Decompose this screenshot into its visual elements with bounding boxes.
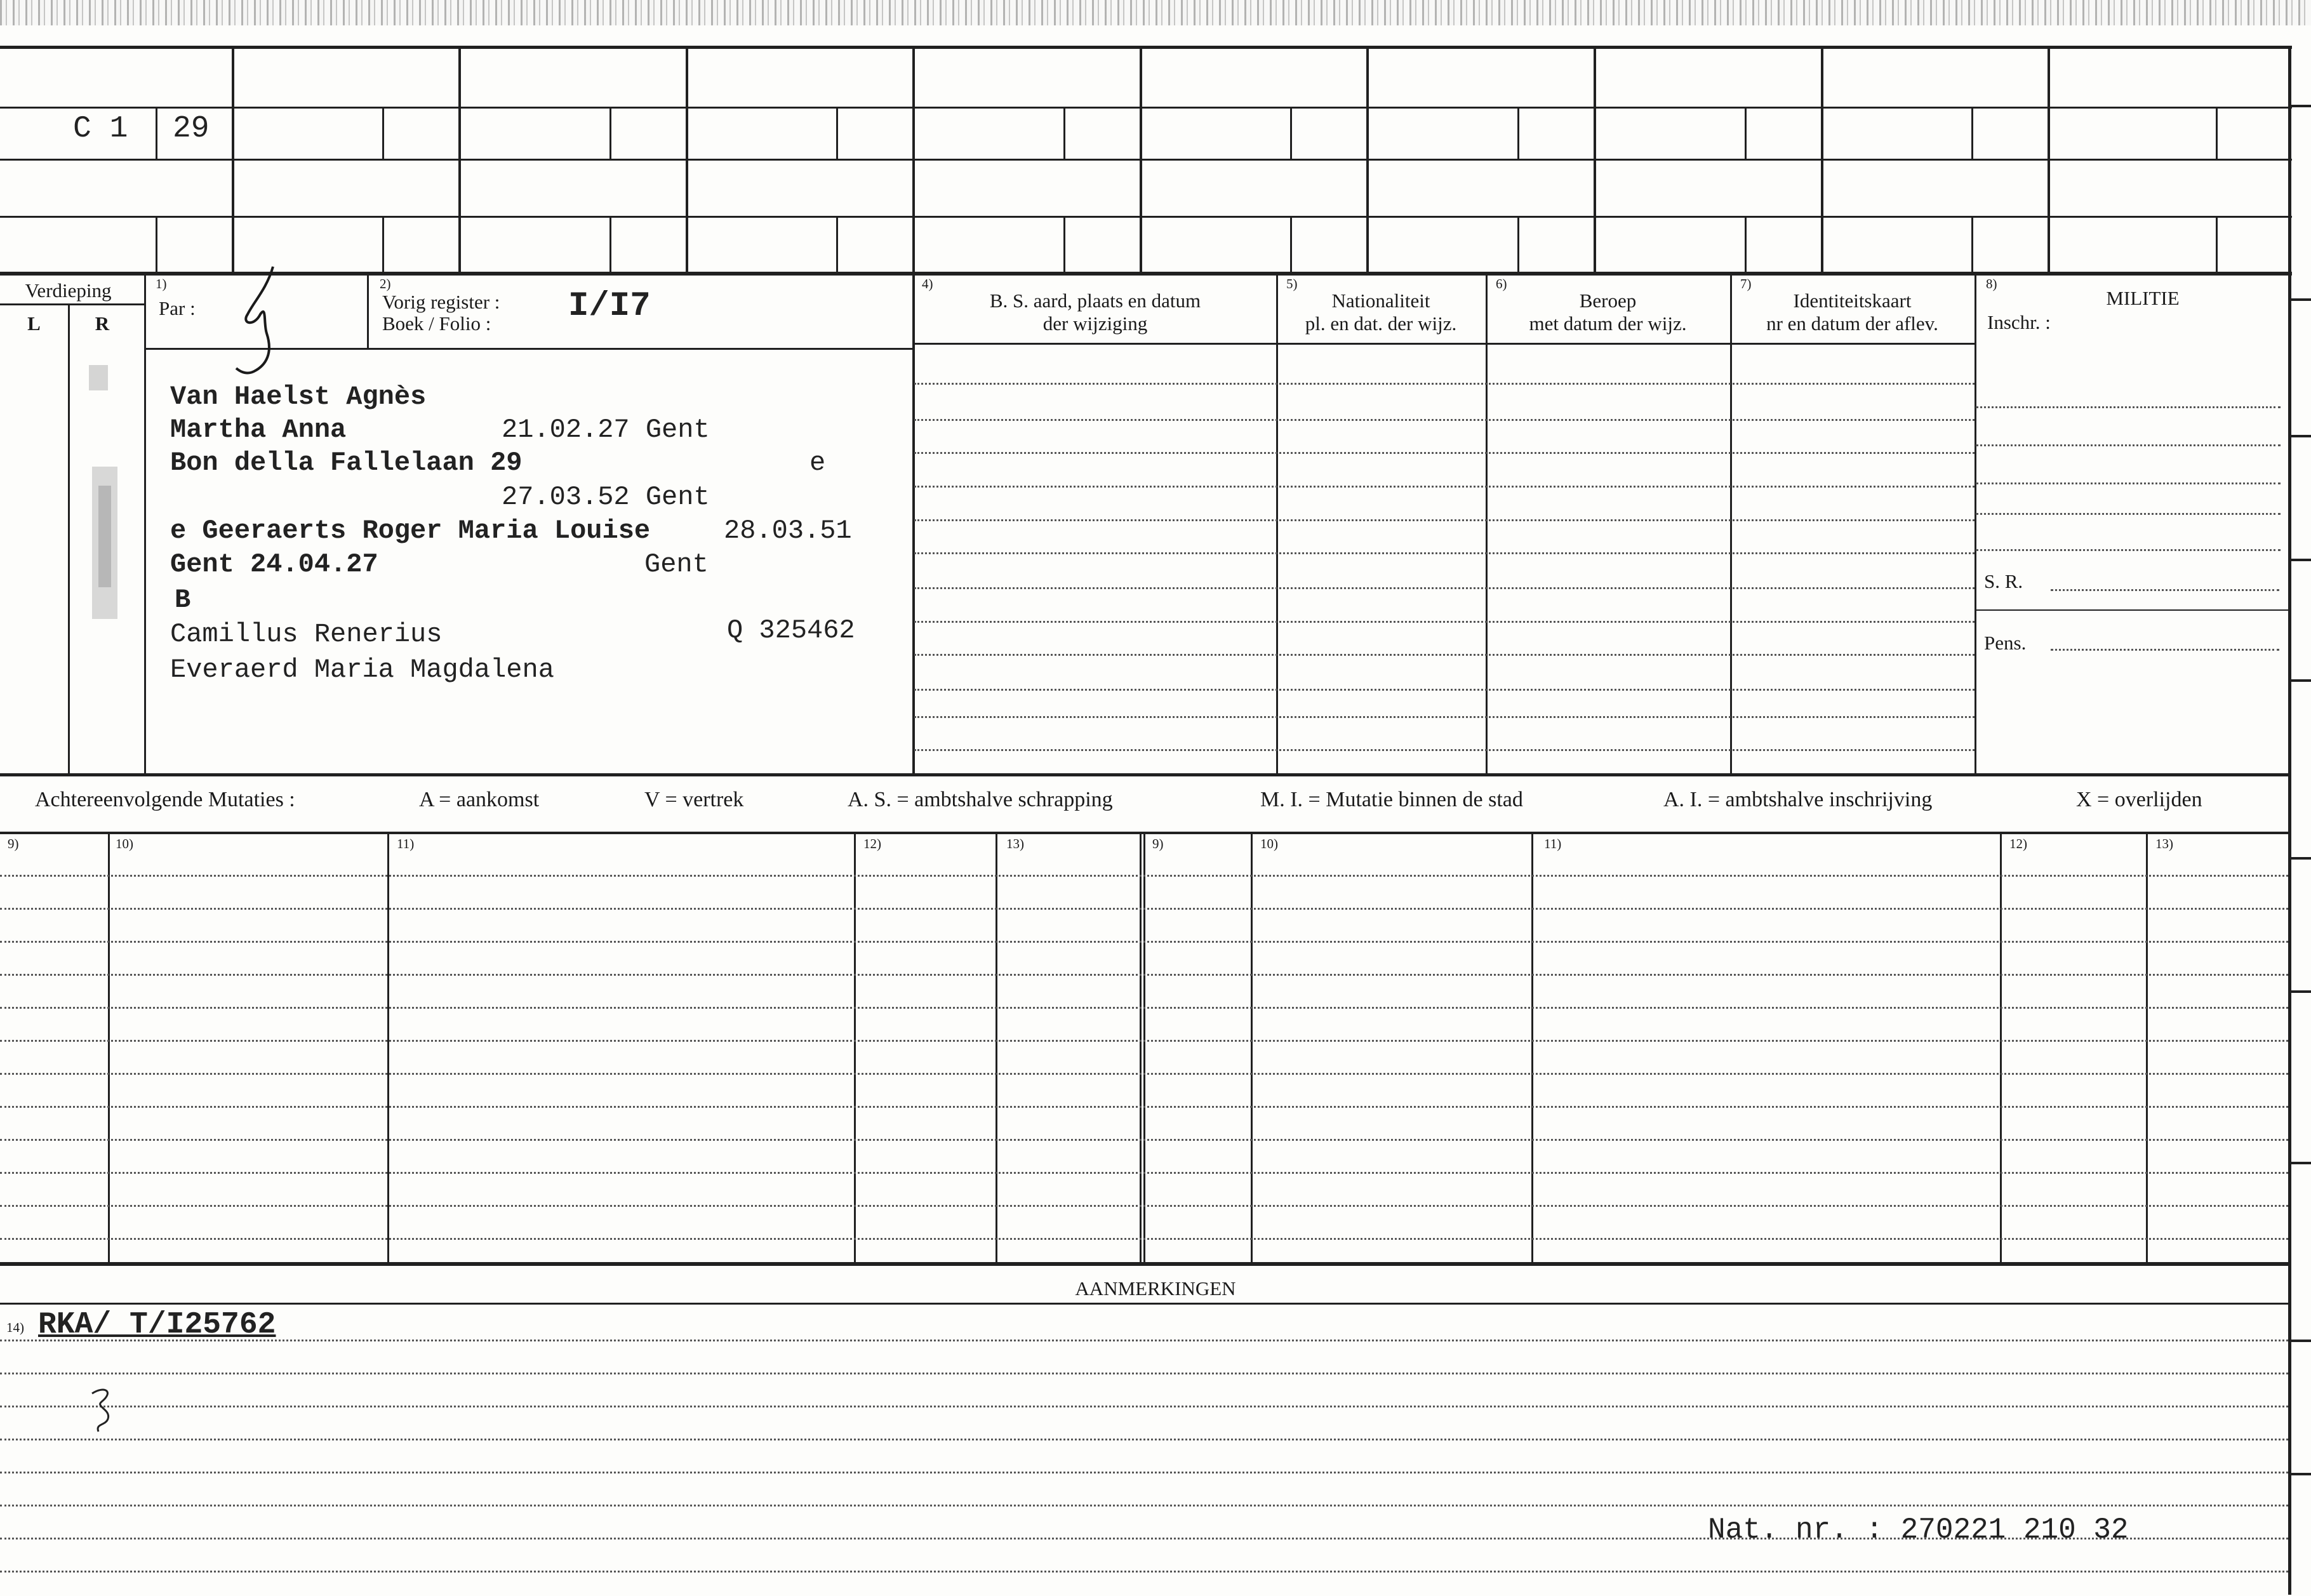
grid-line — [108, 832, 110, 1262]
dotted-rule — [0, 1106, 2288, 1108]
dotted-rule — [0, 1505, 2288, 1506]
top-number: 29 — [173, 112, 210, 146]
dotted-rule — [0, 1040, 2288, 1042]
col4-number: 4) — [922, 276, 933, 291]
grid-line — [232, 46, 234, 272]
mut-col-11-right: 11) — [1544, 836, 1562, 851]
col5-header-line2: pl. en dat. der wijz. — [1305, 312, 1457, 335]
dotted-rule — [914, 749, 1975, 751]
col5-header-line1: Nationaliteit — [1331, 289, 1430, 312]
dotted-rule — [0, 1205, 2288, 1207]
grid-line — [1276, 272, 1278, 773]
grid-line — [1975, 609, 2288, 611]
dotted-rule — [2051, 589, 2279, 591]
grid-line — [912, 46, 915, 272]
person-line-8-code: Q 325462 — [727, 615, 855, 646]
mutaties-title: Achtereenvolgende Mutaties : — [35, 788, 295, 811]
col7-number: 7) — [1740, 276, 1752, 291]
mut-col-10-right: 10) — [1260, 836, 1278, 851]
grid-line — [0, 46, 2292, 49]
grid-line — [0, 107, 2292, 109]
handwritten-initials-icon — [83, 1384, 127, 1441]
boek-folio-label: Boek / Folio : — [382, 312, 491, 335]
grid-line — [2289, 857, 2311, 860]
verdieping-label: Verdieping — [25, 279, 112, 302]
col1-number: 1) — [156, 276, 167, 291]
col2-number: 2) — [380, 276, 391, 291]
grid-line — [68, 303, 70, 773]
dotted-rule — [0, 1571, 2288, 1573]
inschr-label: Inschr. : — [1987, 311, 2051, 333]
col7-header-line2: nr en datum der aflev. — [1766, 312, 1938, 335]
person-line-2-name: Martha Anna — [170, 415, 347, 445]
grid-line — [2289, 1473, 2311, 1475]
dotted-rule — [0, 1406, 2288, 1407]
dotted-rule — [0, 1073, 2288, 1075]
mut-col-11-left: 11) — [397, 836, 415, 851]
grid-line — [0, 216, 2292, 218]
grid-line — [0, 272, 2292, 276]
person-line-4: 27.03.52 Gent — [502, 482, 710, 512]
grid-line — [156, 107, 157, 159]
col-l-label: L — [27, 312, 41, 335]
dotted-rule — [0, 1172, 2288, 1174]
mut-col-12-right: 12) — [2009, 836, 2027, 851]
pens-label: Pens. — [1984, 632, 2027, 654]
person-line-8: Camillus Renerius — [170, 619, 443, 649]
grid-line — [367, 272, 369, 348]
dotted-rule — [914, 587, 1975, 589]
mutatie-legend-as: A. S. = ambtshalve schrapping — [848, 788, 1113, 811]
aanmerkingen-value: RKA/ T/I25762 — [38, 1308, 276, 1342]
grid-line — [1517, 216, 1519, 272]
grid-line — [1486, 272, 1488, 773]
dotted-rule — [1976, 444, 2281, 446]
grid-line — [2289, 105, 2311, 107]
grid-line — [1517, 107, 1519, 159]
dotted-rule — [1976, 549, 2281, 551]
person-line-9: Everaerd Maria Magdalena — [170, 655, 554, 685]
grid-line — [1290, 107, 1292, 159]
grid-line — [836, 216, 838, 272]
grid-line — [0, 159, 2292, 161]
grid-line — [912, 272, 915, 773]
grid-line — [0, 303, 144, 305]
mut-col-9-right: 9) — [1152, 836, 1164, 851]
dotted-rule — [0, 875, 2288, 877]
mut-col-13-right: 13) — [2155, 836, 2173, 851]
dotted-rule — [0, 908, 2288, 910]
mut-col-9-left: 9) — [8, 836, 19, 851]
person-line-2-date: 21.02.27 Gent — [502, 415, 710, 445]
dotted-rule — [914, 689, 1975, 691]
person-line-5-date: 28.03.51 — [724, 515, 852, 546]
grid-line — [156, 216, 157, 272]
dotted-rule — [2051, 649, 2279, 651]
aanmerkingen-number: 14) — [6, 1320, 24, 1335]
grid-line — [144, 272, 146, 773]
dotted-rule — [914, 419, 1975, 421]
dotted-rule — [914, 383, 1975, 385]
col7-header-line1: Identiteitskaart — [1793, 289, 1912, 312]
dotted-rule — [0, 1340, 2288, 1341]
dotted-rule — [914, 552, 1975, 554]
grid-line — [2216, 216, 2218, 272]
grid-line — [2289, 1340, 2311, 1342]
person-line-1: Van Haelst Agnès — [170, 382, 427, 412]
militie-title: MILITIE — [2106, 287, 2180, 309]
grid-line — [2216, 107, 2218, 159]
mutatie-legend-x: X = overlijden — [2076, 788, 2202, 811]
grid-line — [1594, 46, 1596, 272]
col6-number: 6) — [1496, 276, 1507, 291]
person-line-5: e Geeraerts Roger Maria Louise — [170, 515, 651, 546]
grid-line — [0, 1262, 2288, 1266]
grid-line — [1821, 46, 1823, 272]
top-code: C 1 — [73, 112, 128, 146]
dotted-rule — [0, 1007, 2288, 1009]
grid-line — [387, 832, 389, 1262]
col8-number: 8) — [1986, 276, 1997, 291]
mut-col-10-left: 10) — [116, 836, 133, 851]
person-line-6: Gent 24.04.27 — [170, 549, 378, 580]
dotted-rule — [914, 716, 1975, 718]
grid-line — [2146, 832, 2148, 1262]
grid-line — [1290, 216, 1292, 272]
dotted-rule — [914, 621, 1975, 623]
grid-line — [1140, 46, 1142, 272]
dotted-rule — [0, 974, 2288, 976]
grid-line — [1975, 272, 1976, 773]
grid-line — [1251, 832, 1253, 1262]
mutatie-legend-a: A = aankomst — [419, 788, 540, 811]
dotted-rule — [914, 452, 1975, 454]
dotted-rule — [1976, 482, 2281, 484]
col5-number: 5) — [1286, 276, 1298, 291]
par-label: Par : — [159, 297, 196, 319]
vorig-register-label: Vorig register : — [382, 291, 500, 313]
grid-line — [382, 216, 384, 272]
mutatie-legend-ai: A. I. = ambtshalve inschrijving — [1663, 788, 1933, 811]
grid-line — [1745, 216, 1747, 272]
grid-line — [0, 1303, 2288, 1305]
grid-line — [836, 107, 838, 159]
stamp-smudge-icon — [83, 359, 133, 651]
col-r-label: R — [95, 312, 110, 335]
dotted-rule — [914, 519, 1975, 521]
grid-line — [1143, 832, 1145, 1262]
grid-line — [2048, 46, 2050, 272]
grid-line — [2289, 1162, 2311, 1164]
grid-line — [609, 216, 611, 272]
grid-line — [458, 46, 461, 272]
dotted-rule — [0, 1238, 2288, 1240]
dotted-rule — [0, 941, 2288, 943]
grid-line — [2289, 559, 2311, 561]
dotted-rule — [914, 654, 1975, 656]
person-line-6-place: Gent — [644, 549, 709, 580]
grid-line — [2289, 679, 2311, 682]
grid-line — [382, 107, 384, 159]
dotted-rule — [1976, 513, 2281, 515]
grid-line — [1971, 107, 1973, 159]
grid-line — [686, 46, 688, 272]
col6-header-line1: Beroep — [1579, 289, 1637, 312]
grid-line — [1745, 107, 1747, 159]
grid-line — [1531, 832, 1533, 1262]
mutatie-legend-mi: M. I. = Mutatie binnen de stad — [1260, 788, 1523, 811]
scan-noise-band — [0, 0, 2311, 25]
grid-line — [996, 832, 997, 1262]
dotted-rule — [0, 1139, 2288, 1141]
grid-line — [1730, 272, 1732, 773]
grid-line — [2289, 435, 2311, 437]
grid-line — [1971, 216, 1973, 272]
grid-line — [1366, 46, 1369, 272]
mut-col-13-left: 13) — [1006, 836, 1024, 851]
dotted-rule — [914, 486, 1975, 488]
col4-header-line2: der wijziging — [1042, 312, 1148, 335]
grid-line — [2289, 990, 2311, 993]
grid-line — [912, 343, 1975, 345]
grid-line — [1063, 107, 1065, 159]
grid-line — [609, 107, 611, 159]
dotted-rule — [0, 1373, 2288, 1374]
person-line-3-mark: e — [809, 448, 826, 478]
sr-label: S. R. — [1984, 570, 2023, 592]
col6-header-line2: met datum der wijz. — [1529, 312, 1687, 335]
grid-line — [2288, 46, 2291, 1595]
person-line-7: B — [175, 585, 191, 615]
handwritten-mark-icon — [229, 263, 286, 390]
dotted-rule — [1976, 406, 2281, 408]
col4-header-line1: B. S. aard, plaats en datum — [989, 289, 1201, 312]
grid-line — [1063, 216, 1065, 272]
national-number: Nat. nr. : 270221 210 32 — [1708, 1513, 2129, 1546]
mut-col-12-left: 12) — [863, 836, 881, 851]
dotted-rule — [0, 1439, 2288, 1440]
mutatie-legend-v: V = vertrek — [644, 788, 744, 811]
vorig-register-value: I/I7 — [568, 287, 651, 326]
grid-line — [1140, 832, 1142, 1262]
person-line-3: Bon della Fallelaan 29 — [170, 448, 523, 478]
dotted-rule — [0, 1472, 2288, 1473]
grid-line — [854, 832, 856, 1262]
aanmerkingen-title: AANMERKINGEN — [1075, 1277, 1236, 1300]
grid-line — [2000, 832, 2002, 1262]
grid-line — [0, 773, 2288, 776]
